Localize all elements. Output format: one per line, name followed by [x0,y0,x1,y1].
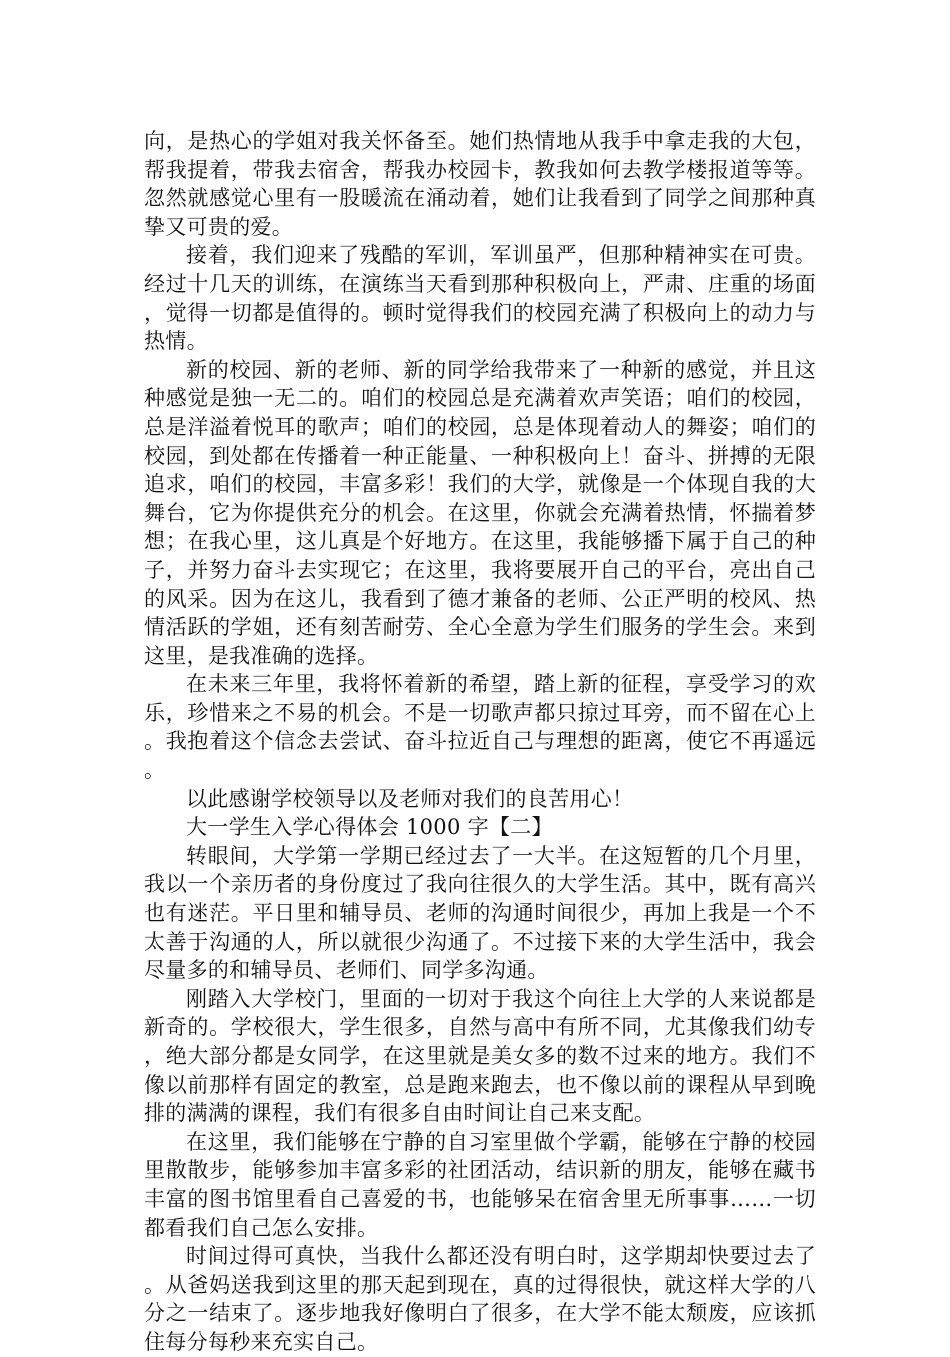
paragraph-time-passes: 时间过得可真快，当我什么都还没有明白时，这学期却快要过去了。从爸妈送我到这里的那天起到现在，真的过得很快，就这样大学的八分之一结束了。逐步地我好像明白了很多，在大学不能太颓废，应该抓住每分每秒来充实自己。 [144,1244,816,1354]
paragraph-future-three-years: 在未来三年里，我将怀着新的希望，踏上新的征程，享受学习的欢乐，珍惜来之不易的机会。不是一切歌声都只掠过耳旁，而不留在心上。我抱着这个信念去尝试、奋斗拉近自己与理想的距离，使它不再遥远。 [144,672,816,783]
paragraph-entering-university: 刚踏入大学校门，里面的一切对于我这个向往上大学的人来说都是新奇的。学校很大，学生很多，自然与高中有所不同，尤其像我们幼专，绝大部分都是女同学，在这里就是美女多的数不过来的地方。我们不像以前那样有固定的教室，总是跑来跑去，也不像以前的课程从早到晚排的满满的课程，我们有很多自由时间让自己来支配。 [144,986,816,1126]
paragraph-new-campus: 新的校园、新的老师、新的同学给我带来了一种新的感觉，并且这种感觉是独一无二的。咱们的校园总是充满着欢声笑语；咱们的校园，总是洋溢着悦耳的歌声；咱们的校园，总是体现着动人的舞姿；咱们的校园，到处都在传播着一种正能量、一种积极向上！奋斗、拼搏的无限追求，咱们的校园，丰富多彩！我们的大学，就像是一个体现自我的大舞台，它为你提供充分的机会。在这里，你就会充满着热情，怀揣着梦想；在我心里，这儿真是个好地方。在这里，我能够播下属于自己的种子，并努力奋斗去实现它；在这里，我将要展开自己的平台，亮出自己的风采。因为在这儿，我看到了德才兼备的老师、公正严明的校风、热情活跃的学姐，还有刻苦耐劳、全心全意为学生们服务的学生会。来到这里，是我准确的选择。 [144,357,816,668]
paragraph-military-training: 接着，我们迎来了残酷的军训，军训虽严，但那种精神实在可贵。经过十几天的训练，在演练当天看到那种积极向上，严肃、庄重的场面，觉得一切都是值得的。顿时觉得我们的校园充满了积极向上的动力与热情。 [144,243,816,354]
document-body [144,127,816,1357]
paragraph-first-semester: 转眼间，大学第一学期已经过去了一大半。在这短暂的几个月里，我以一个亲历者的身份度过了我向往很久的大学生活。其中，既有高兴也有迷茫。平日里和辅导员、老师的沟通时间很少，再加上我是一个不太善于沟通的人，所以就很少沟通了。不过接下来的大学生活中，我会尽量多的和辅导员、老师们、同学多沟通。 [144,843,816,983]
paragraph-continued-intro: 向，是热心的学姐对我关怀备至。她们热情地从我手中拿走我的大包，帮我提着，带我去宿舍，帮我办校园卡，教我如何去教学楼报道等等。忽然就感觉心里有一股暖流在涌动着，她们让我看到了同学之间那种真挚又可贵的爱。 [144,129,816,239]
paragraph-thanks: 以此感谢学校领导以及老师对我们的良苦用心！ [186,786,634,811]
paragraph-study-activities: 在这里，我们能够在宁静的自习室里做个学霸，能够在宁静的校园里散散步，能够参加丰富多彩的社团活动，结识新的朋友，能够在藏书丰富的图书馆里看自己喜爱的书，也能够呆在宿舍里无所事事……一切都看我们自己怎么安排。 [144,1129,816,1240]
section-heading-part-two: 大一学生入学心得体会 1000 字【二】 [186,815,553,840]
